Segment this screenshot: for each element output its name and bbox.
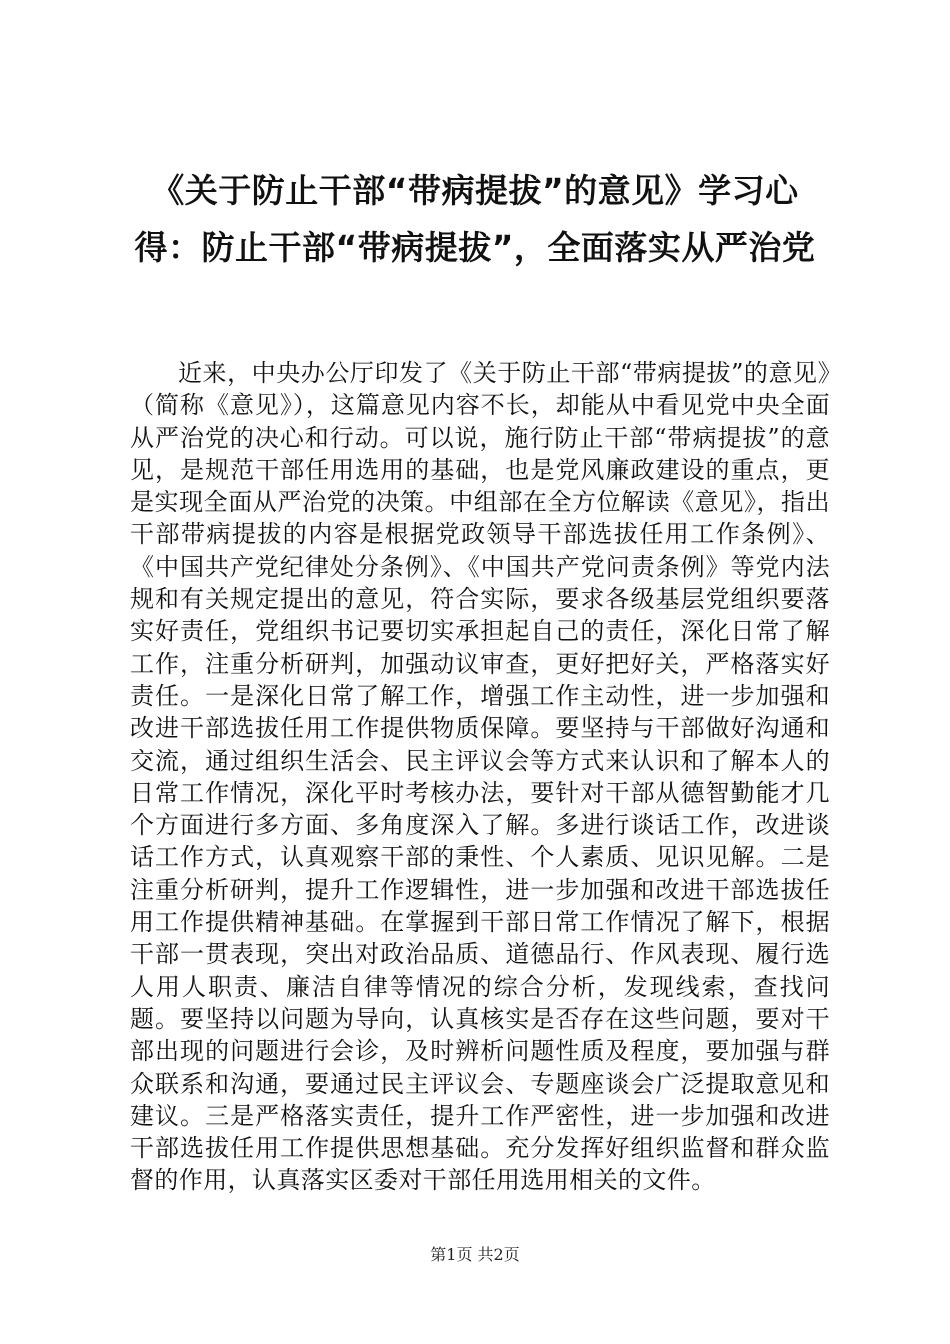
document-title: 《关于防止干部“带病提拔”的意见》学习心得：防止干部“带病提拔”，全面落实从严治党 bbox=[134, 171, 816, 267]
body-paragraph: 近来，中央办公厅印发了《关于防止干部“带病提拔”的意见》（简称《意见》），这篇意见内容不长，却能从中看见党中央全面从严治党的决心和行动。可以说，施行防止干部“带病提拔”的意见，是规范干部任用选用的基础，也是党风廉政建设的重点，更是实现全面从严治党的决策。中组部在全方位解读《意见》，指出干部带病提拔的内容是根据党政领导干部选拔任用工作条例》、《中国共产党纪律处分条例》、《中国共产党问责条例》等党内法规和有关规定提出的意见，符合实际，要求各级基层党组织要落实好责任，党组织书记要切实承担起自己的责任，深化日常了解工作，注重分析研判，加强动议审查，更好把好关，严格落实好责任。一是深化日常了解工作，增强工作主动性，进一步加强和改进干部选拔任用工作提供物质保障。要坚持与干部做好沟通和交流，通过组织生活会、民主评议会等方式来认识和了解本人的日常工作情况，深化平时考核办法，要针对干部从德智勤能才几个方面进行多方面、多角度深入了解。多进行谈话工作，改进谈话工作方式，认真观察干部的秉性、个人素质、见识见解。二是注重分析研判，提升工作逻辑性，进一步加强和改进干部选拔任用工作提供精神基础。在掌握到干部日常工作情况了解下，根据干部一贯表现，突出对政治品质、道德品行、作风表现、履行选人用人职责、廉洁自律等情况的综合分析，发现线索，查找问题。要坚持以问题为导向，认真核实是否存在这些问题，要对干部出现的问题进行会诊，及时辨析问题性质及程度，要加强与群众联系和沟通，要通过民主评议会、专题座谈会广泛提取意见和建议。三是严格落实责任，提升工作严密性，进一步加强和改进干部选拔任用工作提供思想基础。充分发挥好组织监督和群众监督的作用，认真落实区委对干部任用选用相关的文件。 bbox=[130, 359, 830, 1195]
page-number-footer: 第1页 共2页 bbox=[430, 1245, 520, 1264]
